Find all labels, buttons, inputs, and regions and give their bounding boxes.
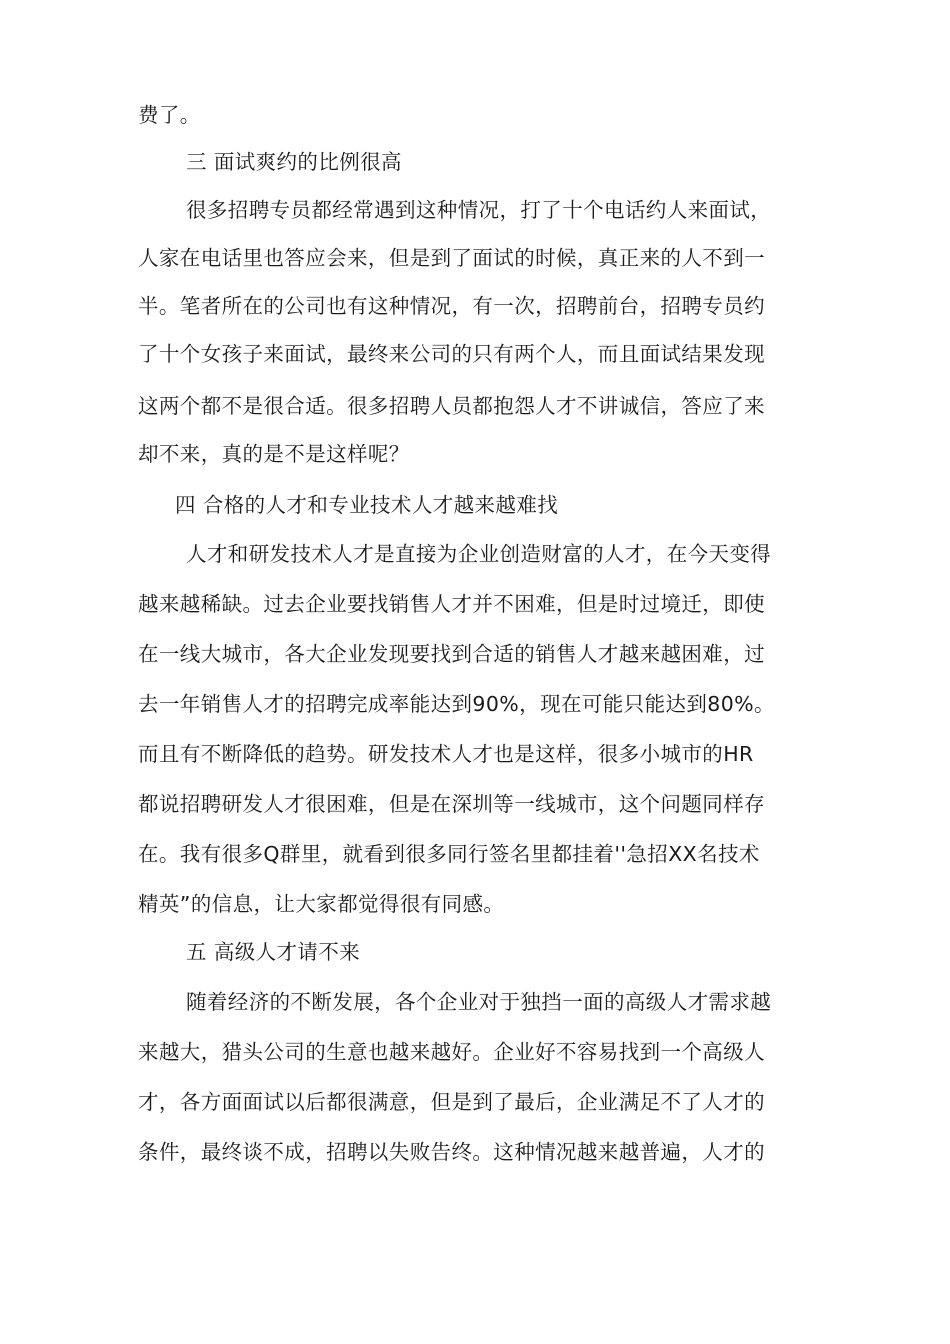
paragraph-line: 越来越稀缺。过去企业要找销售人才并不困难，但是时过境迁，即使 <box>138 592 765 616</box>
paragraph-line: 在。我有很多Q群里，就看到很多同行签名里都挂着''急招XX名技术 <box>138 842 760 866</box>
paragraph-line: 条件，最终谈不成，招聘以失败告终。这种情况越来越普遍，人才的 <box>138 1140 765 1164</box>
paragraph-line: 精英”的信息，让大家都觉得很有同感。 <box>138 892 505 916</box>
paragraph-line: 半。笔者所在的公司也有这种情况，有一次，招聘前台，招聘专员约 <box>138 294 765 318</box>
paragraph-line: 去一年销售人才的招聘完成率能达到90%，现在可能只能达到80%。 <box>138 692 775 716</box>
section-heading: 五 高级人才请不来 <box>186 940 361 964</box>
section-heading: 三 面试爽约的比例很高 <box>186 150 402 174</box>
paragraph-line: 都说招聘研发人才很困难，但是在深圳等一线城市，这个问题同样存 <box>138 792 765 816</box>
section-heading: 四 合格的人才和专业技术人才越来越难找 <box>175 493 559 517</box>
paragraph-line: 随着经济的不断发展，各个企业对于独挡一面的高级人才需求越 <box>186 990 772 1014</box>
paragraph-line: 来越大，猎头公司的生意也越来越好。企业好不容易找到一个高级人 <box>138 1040 765 1064</box>
paragraph-line: 人才和研发技术人才是直接为企业创造财富的人才，在今天变得 <box>186 542 772 566</box>
paragraph-line: 费了。 <box>138 103 201 127</box>
paragraph-line: 这两个都不是很合适。很多招聘人员都抱怨人才不讲诚信，答应了来 <box>138 394 765 418</box>
paragraph-line: 在一线大城市，各大企业发现要找到合适的销售人才越来越困难，过 <box>138 642 765 666</box>
paragraph-line: 才，各方面面试以后都很满意，但是到了最后，企业满足不了人才的 <box>138 1090 765 1114</box>
paragraph-line: 而且有不断降低的趋势。研发技术人才也是这样，很多小城市的HR <box>138 742 754 766</box>
paragraph-line: 人家在电话里也答应会来，但是到了面试的时候，真正来的人不到一 <box>138 246 765 270</box>
paragraph-line: 却不来，真的是不是这样呢？ <box>138 442 410 466</box>
paragraph-line: 很多招聘专员都经常遇到这种情况，打了十个电话约人来面试， <box>186 198 772 222</box>
paragraph-line: 了十个女孩子来面试，最终来公司的只有两个人，而且面试结果发现 <box>138 342 765 366</box>
